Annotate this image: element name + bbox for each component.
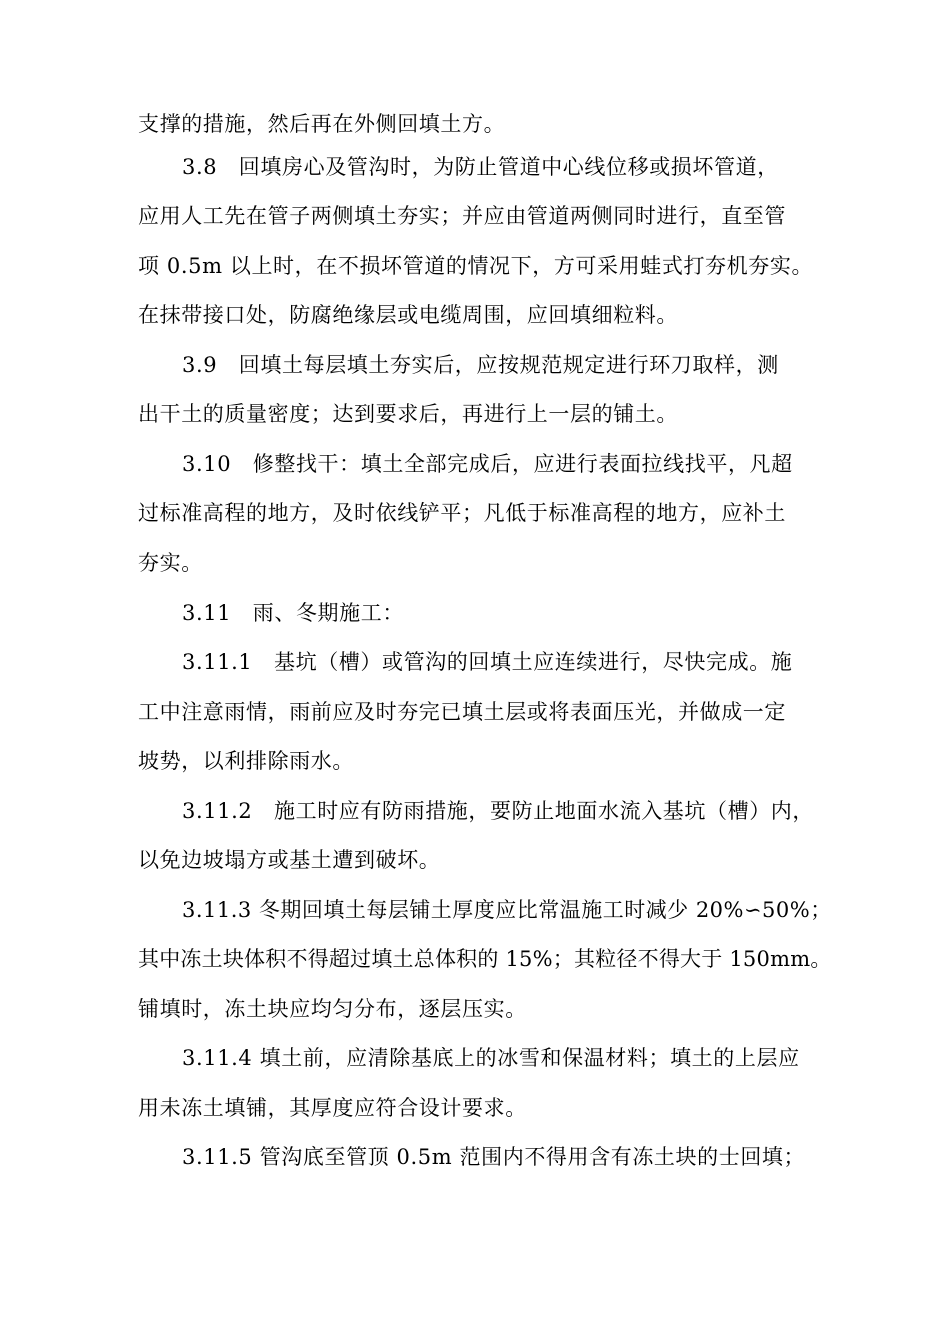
text-line-15: 3.11.2 施工时应有防雨措施，要防止地面水流入基坑（槽）内， (182, 799, 814, 823)
text-line-4: 项 0.5m 以上时，在不损坏管道的情况下，方可采用蛙式打夯机夯实。 (138, 254, 814, 278)
text-line-10: 夯实。 (138, 551, 203, 575)
text-line-3: 应用人工先在管子两侧填土夯实；并应由管道两侧同时进行，直至管 (138, 204, 786, 228)
text-line-2: 3.8 回填房心及管沟时，为防止管道中心线位移或损坏管道， (182, 155, 779, 179)
text-line-16: 以免边坡塌方或基土遭到破坏。 (138, 848, 441, 872)
text-line-13: 工中注意雨情，雨前应及时夯完已填土层或将表面压光，并做成一定 (138, 700, 786, 724)
text-line-22: 3.11.5 管沟底至管顶 0.5m 范围内不得用含有冻土块的士回填； (182, 1145, 806, 1169)
text-line-6: 3.9 回填土每层填土夯实后，应按规范规定进行环刀取样，测 (182, 353, 779, 377)
text-line-8: 3.10 修整找干：填土全部完成后，应进行表面拉线找平，凡超 (182, 452, 793, 476)
text-line-21: 用未冻土填铺，其厚度应符合设计要求。 (138, 1096, 527, 1120)
text-line-1: 支撑的措施，然后再在外侧回填土方。 (138, 112, 506, 136)
text-line-7: 出干土的质量密度；达到要求后，再进行上一层的铺土。 (138, 402, 678, 426)
text-line-9: 过标准高程的地方，及时依线铲平；凡低于标准高程的地方，应补土 (138, 501, 786, 525)
text-line-17: 3.11.3 冬期回填土每层铺土厚度应比常温施工时减少 20%∽50%； (182, 898, 832, 922)
text-line-18: 其中冻土块体积不得超过填土总体积的 15%；其粒径不得大于 150mm。 (138, 947, 832, 971)
text-line-5: 在抹带接口处，防腐绝缘层或电缆周围，应回填细粒料。 (138, 303, 678, 327)
text-line-11: 3.11 雨、冬期施工： (182, 601, 404, 625)
text-line-12: 3.11.1 基坑（槽）或管沟的回填土应连续进行，尽快完成。施 (182, 650, 793, 674)
text-line-14: 坡势，以利排除雨水。 (138, 749, 354, 773)
text-line-19: 铺填时，冻土块应均匀分布，逐层压实。 (138, 997, 527, 1021)
text-line-20: 3.11.4 填土前，应清除基底上的冰雪和保温材料；填土的上层应 (182, 1046, 800, 1070)
